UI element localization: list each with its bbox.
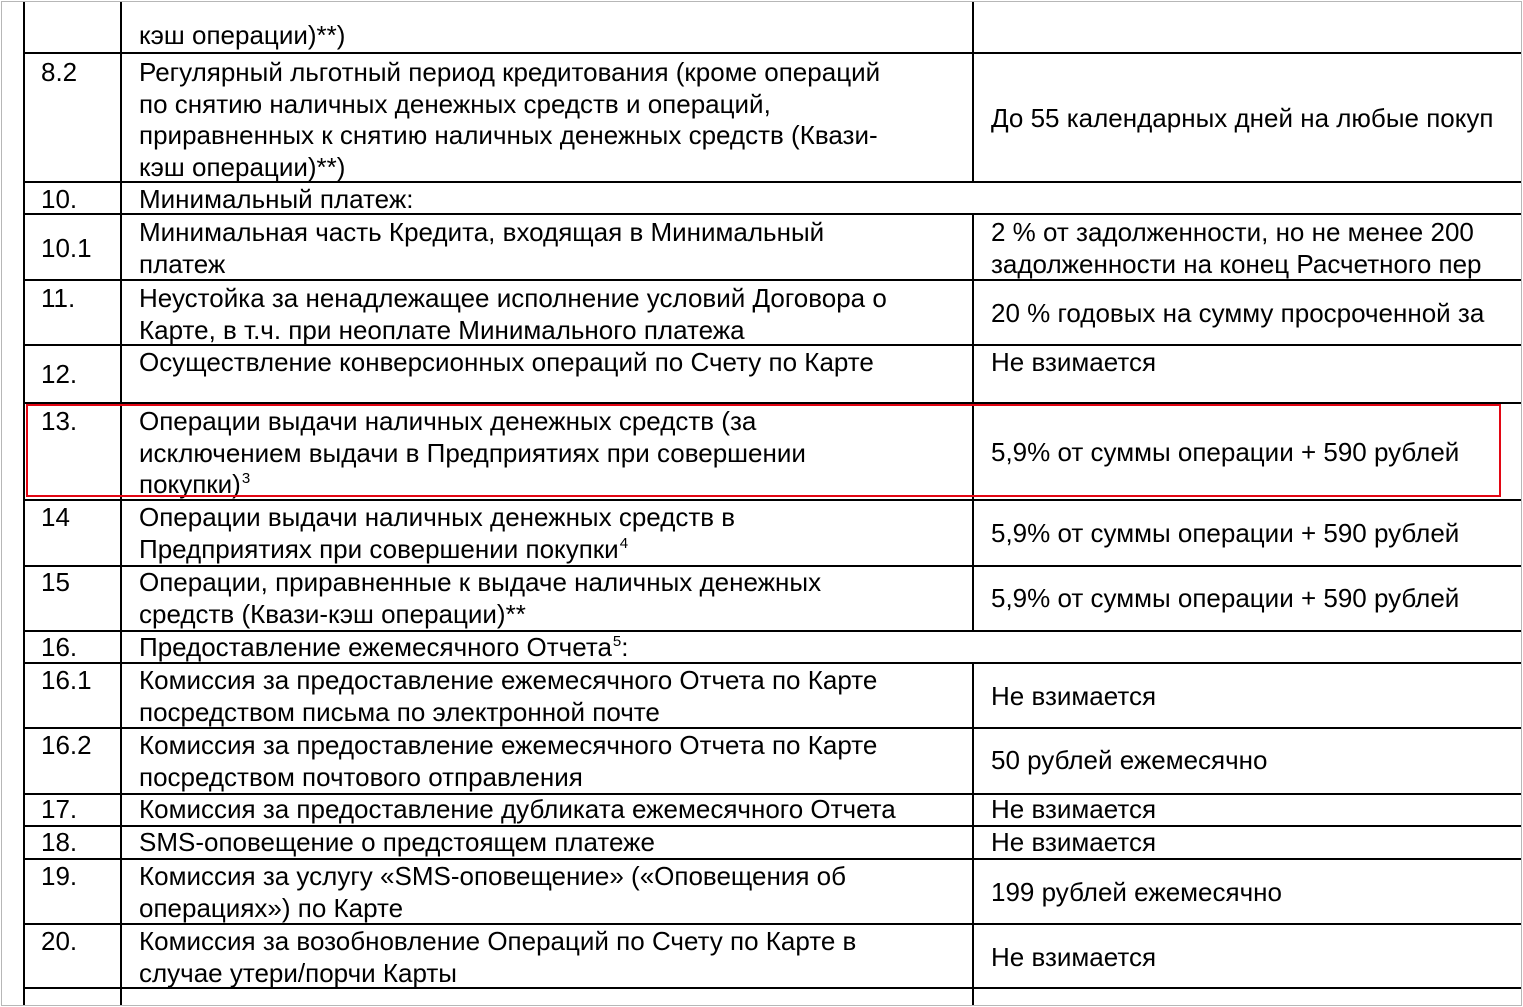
- desc-cell: Комиссия за услугу «SMS-оповещение» («Оповещения об операциях») по Карте: [139, 861, 847, 923]
- row-number: 10.: [41, 184, 78, 214]
- desc-cell: Комиссия за предоставление ежемесячного Отчета по Карте посредством письма по электронной почте: [139, 665, 878, 727]
- value-cell: Не взимается: [991, 942, 1157, 972]
- desc-cell: Комиссия за предоставление ежемесячного Отчета по Карте посредством почтового отправления: [139, 730, 878, 792]
- footnote-marker: 4: [619, 534, 629, 552]
- row-number: 18.: [41, 827, 78, 857]
- value-cell: 199 рублей ежемесячно: [991, 877, 1282, 907]
- footnote-marker: 3: [241, 470, 251, 487]
- row-number: 13.: [41, 406, 78, 436]
- highlight-box: [26, 404, 1501, 497]
- value-cell: Не взимается: [991, 347, 1157, 377]
- table-border: [23, 52, 1521, 54]
- value-cell: 5,9% от суммы операции + 590 рублей: [991, 518, 1460, 548]
- row-number: 14: [41, 502, 70, 532]
- desc-cell: Операции, приравненные к выдаче наличных денежных средств (Квази-кэш операции)**: [139, 567, 822, 629]
- row-number: 8.2: [41, 57, 78, 87]
- desc-cell: SMS-оповещение о предстоящем платеже: [139, 827, 655, 857]
- value-cell: 20 % годовых на сумму просроченной за: [991, 298, 1485, 328]
- desc-cell: Предоставление ежемесячного Отчета$^5$:: [139, 632, 629, 662]
- value-cell: 2 % от задолженности, но не менее 200 задолженности на конец Расчетного пер: [991, 217, 1482, 279]
- value-cell: 5,9% от суммы операции + 590 рублей: [991, 583, 1460, 613]
- table-border: [972, 2, 974, 181]
- row-number: 16.: [41, 632, 78, 662]
- desc-cell: Неустойка за ненадлежащее исполнение условий Договора о Карте, в т.ч. при неоплате Минимального платежа: [139, 283, 887, 345]
- row-number: 19.: [41, 861, 78, 891]
- desc-cell: Комиссия за возобновление Операций по Счету по Карте в случае утери/порчи Карты: [139, 926, 857, 988]
- desc-cell: Регулярный льготный период кредитования (кроме операций по снятию наличных денежных средств и операций, приравненных к снятию наличных денежных средств (Квази- кэш операции)**): [139, 57, 881, 182]
- value-cell: До 55 календарных дней на любые покуп: [991, 103, 1494, 133]
- desc-cell: Минимальная часть Кредита, входящая в Минимальный платеж: [139, 217, 825, 279]
- desc-cell: Осуществление конверсионных операций по Счету по Карте: [139, 347, 874, 377]
- value-cell: Не взимается: [991, 794, 1157, 824]
- value-cell: 50 рублей ежемесячно: [991, 745, 1268, 775]
- row-number: 15: [41, 567, 70, 597]
- row-number: 11.: [41, 283, 76, 313]
- desc-cell: Комиссия за предоставление дубликата ежемесячного Отчета: [139, 794, 896, 824]
- table-border: [972, 662, 974, 1005]
- row-number: 10.1: [41, 233, 92, 263]
- desc-cell: Операции выдачи наличных денежных средств в Предприятиях при совершении покупки$^4$: [139, 502, 736, 564]
- desc-cell: кэш операции)**): [139, 20, 346, 50]
- row-number: 16.1: [41, 665, 92, 695]
- value-cell: Не взимается: [991, 827, 1157, 857]
- value-cell: 5,9% от суммы операции + 590 рублей: [991, 437, 1460, 467]
- row-number: 16.2: [41, 730, 92, 760]
- desc-cell: Минимальный платеж:: [139, 184, 414, 214]
- document-page: [1, 1, 1522, 1006]
- footnote-marker: 5: [612, 633, 622, 650]
- row-number: 17.: [41, 794, 78, 824]
- value-cell: Не взимается: [991, 681, 1157, 711]
- row-number: 20.: [41, 926, 78, 956]
- desc-cell: Операции выдачи наличных денежных средств (за исключением выдачи в Предприятиях при совершении покупки)$^3$: [139, 406, 806, 499]
- row-number: 12.: [41, 359, 78, 389]
- table-border: [23, 2, 25, 1005]
- table-border: [120, 2, 122, 1005]
